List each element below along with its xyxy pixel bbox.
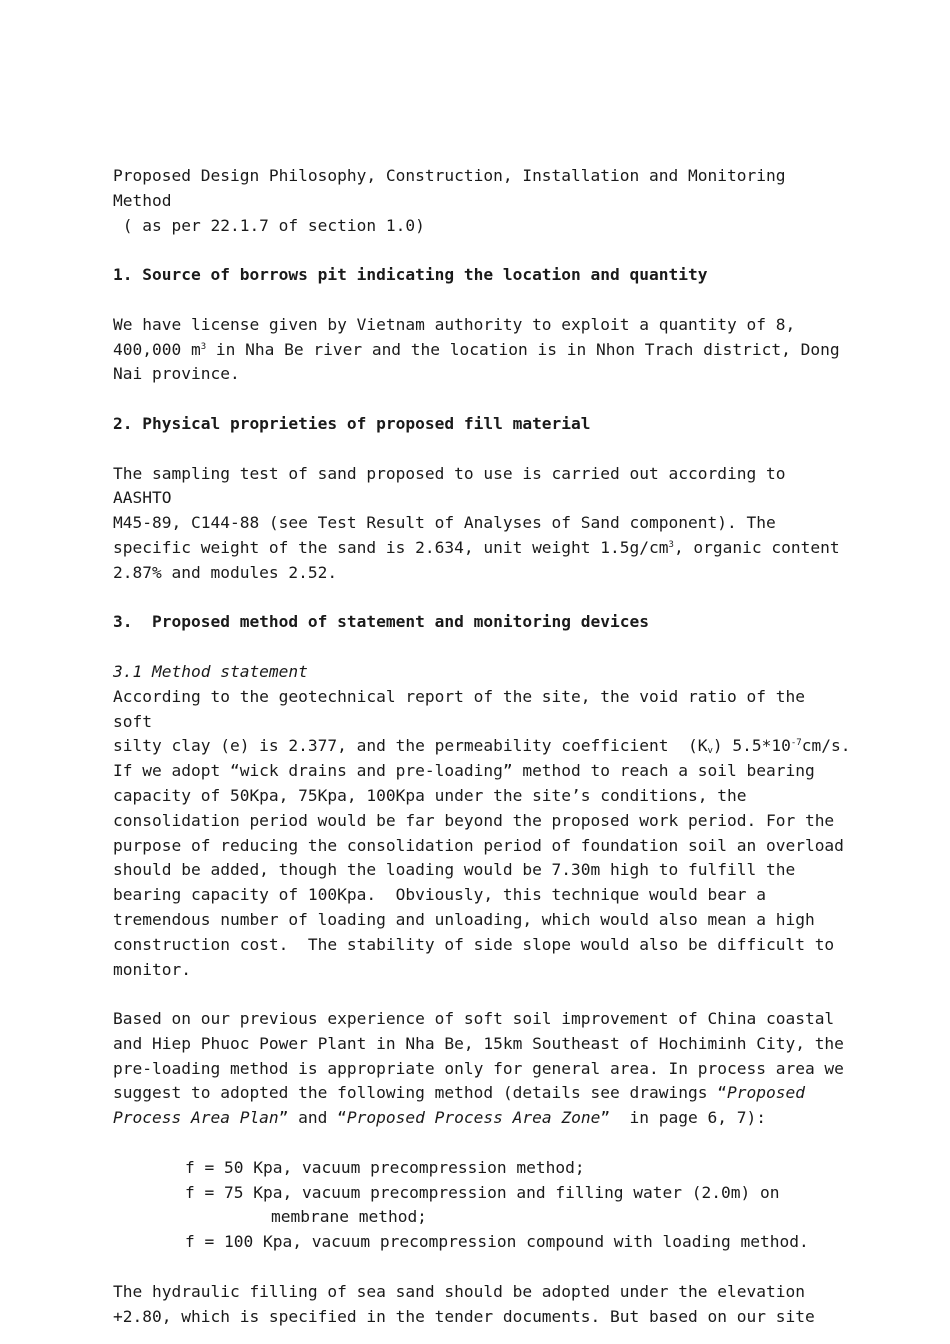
drawing-reference-zone: Proposed Process Area Zone xyxy=(346,1108,601,1128)
section-1-paragraph: We have license given by Vietnam authority to exploit a quantity of 8, 400,000 $m^3$ in Nha Be river and the location is in Nhon Trach district, Dong Nai province. xyxy=(113,314,840,384)
list-item: f = 100 Kpa, vacuum precompression compound with loading method. xyxy=(185,1232,809,1252)
list-item-continuation: membrane method; xyxy=(271,1207,427,1227)
method-statement-paragraph: According to the geotechnical report of the site, the void ratio of the soft silty clay (e) is 2.377, and the permeability coefficient $(K_v)$ $5.5*10^{-7}cm/s$. If we adopt “wick drains and pre-loading” method to reach a soil bearing capacity of 50Kpa, 75Kpa, 100Kpa under the site’s conditions, the consolidation period would be far beyond the proposed work period. For the purpose of reducing the consolidation period of foundation soil an overload should be added, though the loading would be 7.30m high to fulfill the bearing capacity of 100Kpa. Obviously, this technique would bear a tremendous number of loading and unloading, which would also mean a high construction cost. The stability of side slope would also be difficult to monitor. xyxy=(113,686,851,979)
method-list xyxy=(113,1156,853,1255)
intro-title: Proposed Design Philosophy, Construction, Installation and Monitoring Method ( as per 22.1.7 of section 1.0) xyxy=(113,166,786,235)
section-2-paragraph: The sampling test of sand proposed to use is carried out according to AASHTO M45-89, C144-88 (see Test Result of Analyses of Sand component). The specific weight of the sand is 2.634, unit weight $1.5g/cm^3$, organic content 2.87% and modules 2.52. xyxy=(113,463,840,582)
section-1-heading: 1. Source of borrows pit indicating the location and quantity xyxy=(113,265,708,285)
section-2-heading: 2. Physical proprieties of proposed fill material xyxy=(113,413,591,433)
document-page xyxy=(113,164,853,1329)
section-3-1-subheading: 3.1 Method statement xyxy=(113,661,308,681)
list-item: f = 50 Kpa, vacuum precompression method; xyxy=(185,1157,585,1177)
section-3-heading: 3. Proposed method of statement and monitoring devices xyxy=(113,612,650,632)
list-item: f = 75 Kpa, vacuum precompression and filling water (2.0m) on xyxy=(185,1182,780,1202)
hydraulic-filling-paragraph: The hydraulic filling of sea sand should be adopted under the elevation +2.80, which is specified in the tender documents. But based on our site xyxy=(113,1281,815,1326)
drawing-reference-plan: Proposed xyxy=(726,1083,805,1103)
experience-paragraph: Based on our previous experience of soft soil improvement of China coastal and Hiep Phuoc Power Plant in Nha Be, 15km Southeast of Hochiminh City, the pre-loading method is appropriate only for general area. In process area we suggest to adopted the following method (details see drawings “Proposed Process Area Plan” and “Proposed Process Area Zone” in page 6, 7): xyxy=(113,1009,844,1128)
